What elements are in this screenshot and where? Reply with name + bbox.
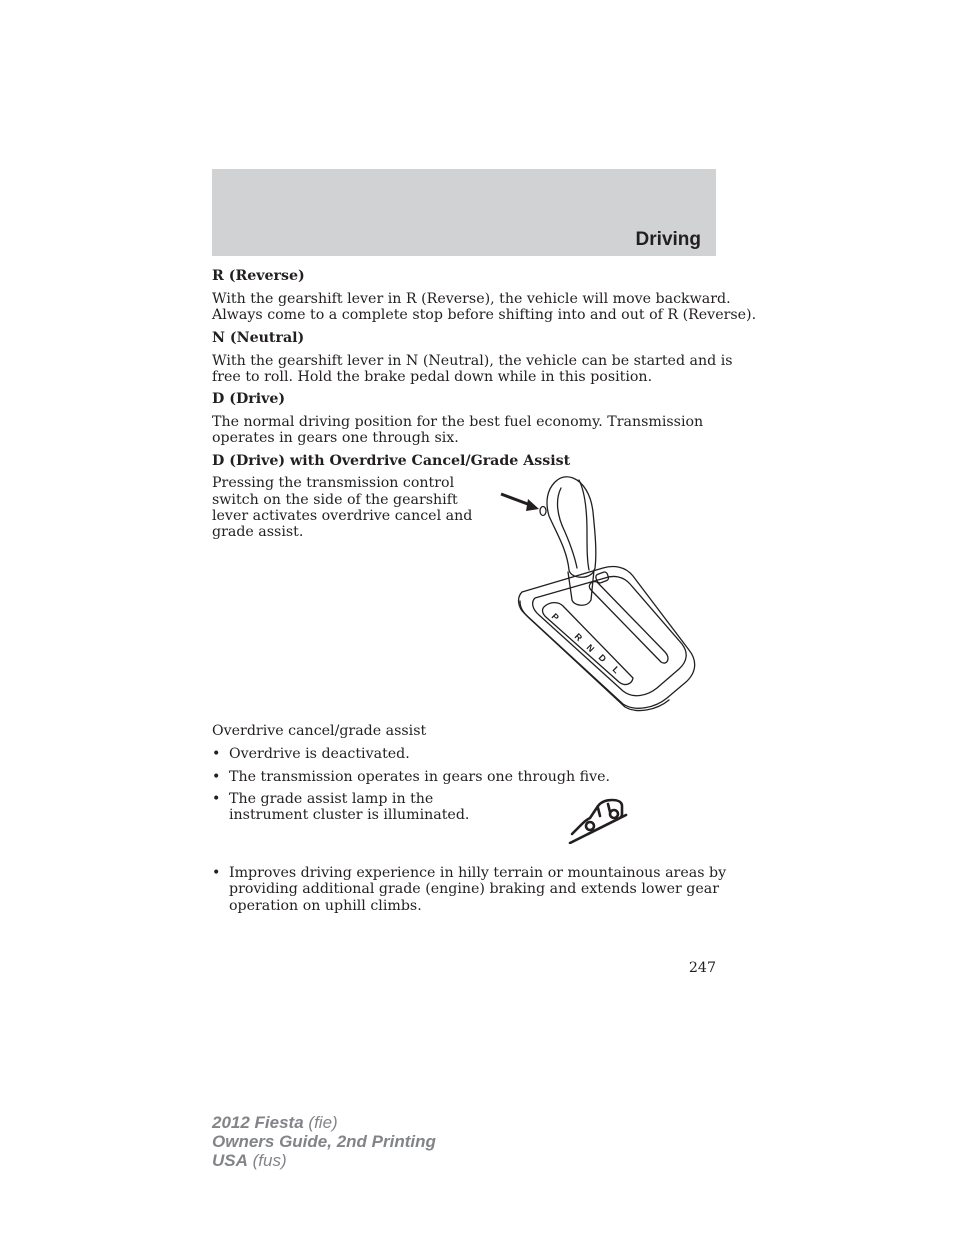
overdrive-text-line-1: Pressing the transmission control [212,475,455,491]
neutral-text-line-1: With the gearshift lever in N (Neutral), the vehicle can be started and is [212,353,733,369]
bullet-text: Improves driving experience in hilly terrain or mountainous areas by [229,865,727,881]
bullet-text: operation on uphill climbs. [229,898,422,914]
footer-guide: Owners Guide, 2nd Printing [212,1132,436,1151]
bullet-text: The transmission operates in gears one through five. [229,769,610,785]
bullet-text: Overdrive is deactivated. [229,746,410,762]
footer-line-1 [212,1113,436,1132]
footer-line-3 [212,1151,436,1170]
gear-label-l: L [610,664,622,676]
drive-text-line-2: operates in gears one through six. [212,430,459,446]
lever-knob-highlight [558,488,577,568]
switch-button [540,507,546,516]
bullet-text: The grade assist lamp in the [229,791,434,807]
gear-label-p: P [549,611,561,623]
drive-text-line-1: The normal driving position for the best fuel economy. Transmission [212,414,704,430]
footer-market-code: (fus) [247,1151,287,1170]
overdrive-text-line-3: lever activates overdrive cancel and [212,508,473,524]
heading-overdrive-cancel: D (Drive) with Overdrive Cancel/Grade Assist [212,453,571,469]
footer-market: USA [212,1151,248,1170]
overdrive-text-line-4: grade assist. [212,524,304,540]
overdrive-text-line-2: switch on the side of the gearshift [212,492,458,508]
bullet-dot: • [212,769,221,785]
bullet-text: instrument cluster is illuminated. [229,807,470,823]
footer [212,1113,436,1170]
gear-gate-slot [589,582,668,663]
bullet-dot: • [212,791,221,807]
gear-label-d: D [596,652,609,665]
header-band [212,169,716,256]
heading-neutral: N (Neutral) [212,330,305,346]
shifter-base-outer [519,567,695,709]
footer-model-code: (fie) [303,1113,338,1132]
overdrive-caption: Overdrive cancel/grade assist [212,723,427,739]
arrow-head [526,499,539,511]
section-title: Driving [635,229,701,250]
bullet-dot: • [212,865,221,881]
neutral-text-line-2: free to roll. Hold the brake pedal down while in this position. [212,369,653,385]
page-number: 247 [688,960,716,976]
gearshift-illustration [495,472,700,712]
heading-reverse: R (Reverse) [212,268,305,284]
bullet-text: providing additional grade (engine) braking and extends lower gear [229,881,719,897]
footer-line-2 [212,1132,436,1151]
grade-assist-lamp-icon [568,796,632,844]
reverse-text-line-1: With the gearshift lever in R (Reverse), the vehicle will move backward. [212,291,731,307]
bullet-dot: • [212,746,221,762]
footer-model: 2012 Fiesta [212,1113,304,1132]
gear-label-n: N [584,642,597,655]
reverse-text-line-2: Always come to a complete stop before shifting into and out of R (Reverse). [212,307,757,323]
gear-label-r: R [572,631,585,644]
heading-drive: D (Drive) [212,391,286,407]
